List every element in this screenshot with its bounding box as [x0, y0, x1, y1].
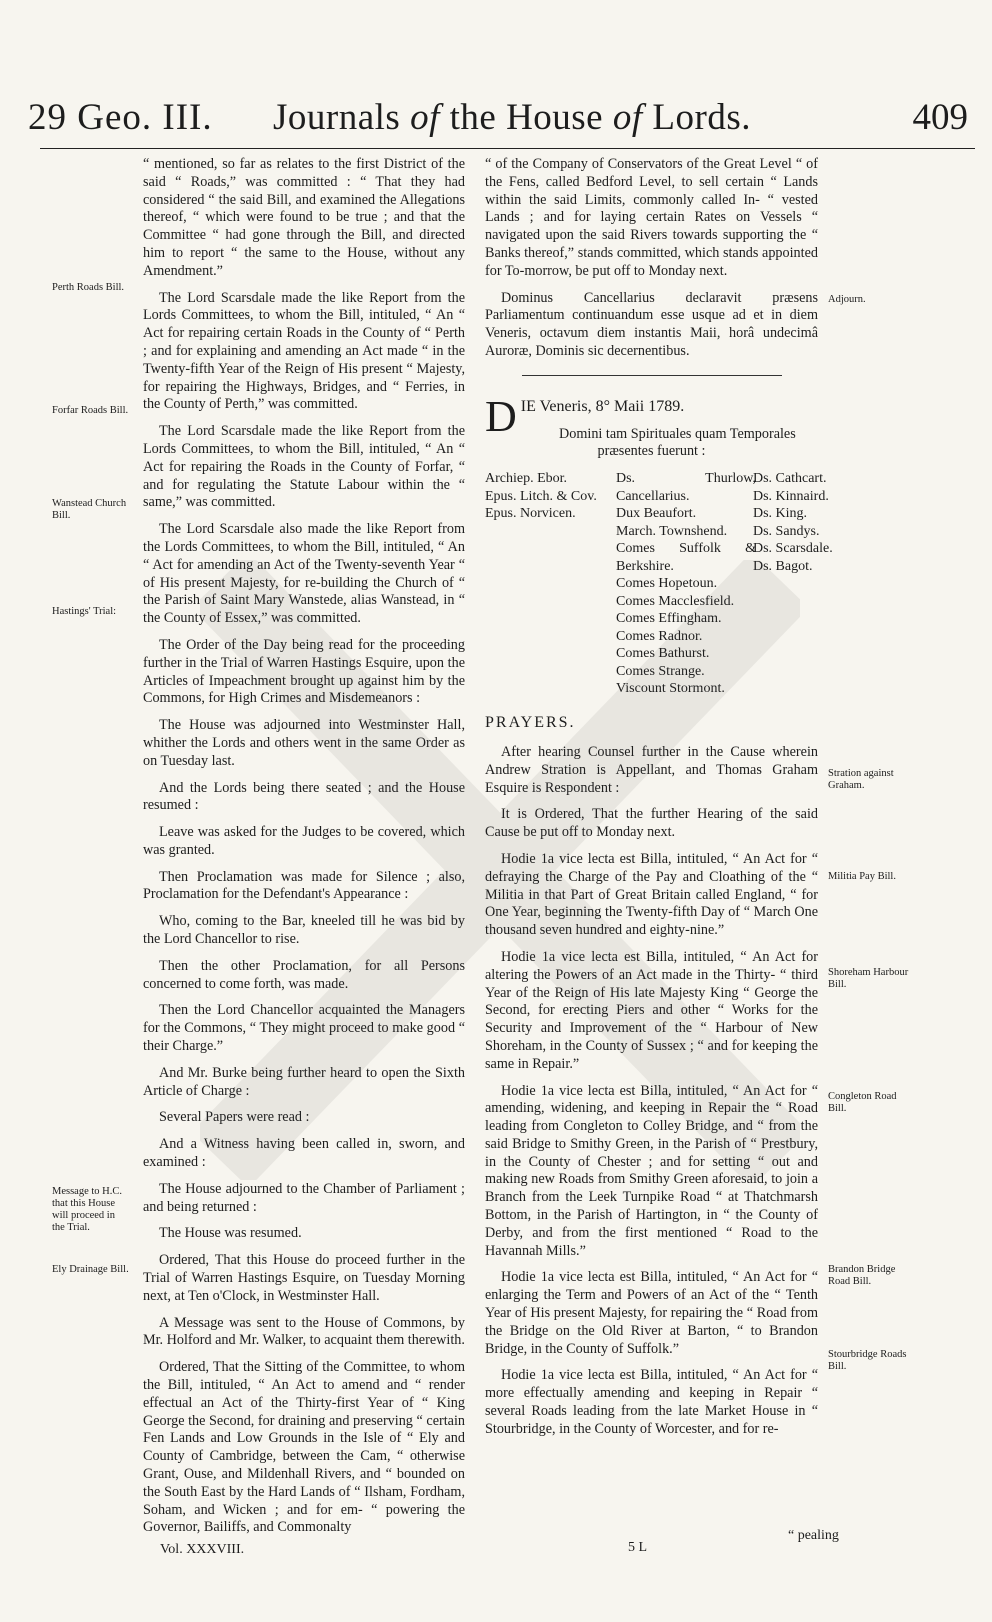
- lord-entry: Comes Macclesfield.: [616, 593, 735, 609]
- lord-entry: Comes Strange.: [616, 663, 705, 679]
- paragraph: Ordered, That the Sitting of the Committee, to whom the Bill, intituled, “ An Act to amend and “ render effectual an Act of the Thirty-first Year of “ King George the Second, for draining and preserving “ certain Fen Lands and Low Grounds in the Isle of “ Ely and County of Cambridge, between the Cam, “ otherwise Grant, Ouse, and Mildenhall Rivers, and “ bounded on the South East by the Hard Lands of “ Ilsham, Fordham, Soham, and Wicken ; and for em- “ powering the Governor, Bailiffs, and Commonalty: [143, 1359, 465, 1536]
- journal-title: [273, 96, 751, 139]
- lord-entry: Epus. Norvicen.: [485, 506, 576, 522]
- paragraph: Hodie 1a vice lecta est Billa, intituled, “ An Act for “ enlarging the Term and Powers of an Act of the “ Tenth Year of His present Majesty, for repairing the “ Road from the Bridge on the Old River at Barton, “ to Brandon Bridge, in the County of Suffolk.”: [485, 1269, 818, 1357]
- attendance-heading: Domini tam Spirituales quam Temporales præsentes fuerunt :: [559, 425, 796, 460]
- paragraph: The House was resumed.: [159, 1225, 302, 1242]
- title-part: of: [410, 97, 440, 138]
- lord-entry: Viscount Stormont.: [616, 681, 725, 697]
- lord-entry: Archiep. Ebor.: [485, 471, 568, 487]
- paragraph: Leave was asked for the Judges to be covered, which was granted.: [143, 824, 465, 858]
- paragraph: Hodie 1a vice lecta est Billa, intituled, “ An Act for altering the Powers of an Act made in the Thirty- “ third Year of the Reign of His late Majesty King “ George the Second, for erecting Piers and other “ Works for the Security and Improvement of the “ Harbour of New Shoreham, in the County of Sussex ; “ and for keeping the same in Repair.”: [485, 948, 818, 1072]
- lord-entry: Comes Bathurst.: [616, 646, 710, 662]
- paragraph: The Lord Scarsdale made the like Report from the Lords Committees, to whom the Bill, intituled, “ An “ Act for repairing certain Roads in the County of “ Perth ; and for explaining and amending an Act made “ in the Twenty-fifth Year of the Reign of His present “ Majesty, for repairing the Highways, Bridges, and “ Ferries, in the County of Perth,” was committed.: [143, 289, 465, 413]
- lords-spiritual: [485, 470, 605, 523]
- header-rule: [40, 148, 975, 149]
- lord-entry: Comes Hopetoun.: [616, 576, 718, 592]
- paragraph: Ordered, That this House do proceed further in the Trial of Warren Hastings Esquire, on Tuesday Morning next, at Ten o'Clock, in Westminster Hall.: [143, 1252, 465, 1304]
- lord-entry: Ds. Thurlow, Cancellarius.: [616, 471, 756, 504]
- paragraph: A Message was sent to the House of Commons, by Mr. Holford and Mr. Walker, to acquaint them therewith.: [143, 1314, 465, 1349]
- page-number: 409: [912, 97, 968, 138]
- paragraph: Several Papers were read :: [159, 1109, 310, 1126]
- lord-entry: Dux Beaufort.: [616, 506, 697, 522]
- paragraph: Who, coming to the Bar, kneeled till he was bid by the Lord Chancellor to rise.: [143, 913, 465, 948]
- page-header: [28, 96, 968, 156]
- attendance-list: [485, 470, 833, 704]
- title-part: House: [506, 97, 613, 138]
- margin-note-shoreham: Shoreham Harbour Bill.: [828, 967, 909, 990]
- lords-temporal-1: [616, 470, 756, 698]
- signature-mark: 5 L: [628, 1540, 648, 1555]
- volume-label: Vol. XXXVIII.: [160, 1542, 245, 1557]
- title-part: Lords.: [642, 97, 751, 138]
- title-part: the: [439, 97, 507, 138]
- lord-entry: Ds. Scarsdale.: [753, 541, 833, 557]
- lord-entry: Ds. Sandys.: [753, 523, 820, 539]
- paragraph: “ mentioned, so far as relates to the first District of the said “ Roads,” was committed : “ That they had considered “ the said Bill, and examined the Allegations thereof, “ which were found to be true ; and that the Committee “ had gone through the Bill, and directed him to report “ the same to the House, without any Amendment.”: [143, 156, 465, 279]
- title-part: Journals: [273, 97, 411, 138]
- left-column: [143, 156, 465, 1546]
- margin-note-stration: Stration against Graham.: [828, 768, 894, 791]
- paragraph: It is Ordered, That the further Hearing of the said Cause be put off to Monday next.: [485, 806, 818, 841]
- prayers-heading: PRAYERS.: [485, 714, 576, 732]
- lord-entry: Comes Radnor.: [616, 628, 703, 644]
- catchword: “ pealing: [788, 1528, 839, 1543]
- paragraph: The Order of the Day being read for the proceeding further in the Trial of Warren Hastings Esquire, upon the Articles of Impeachment brought up against him by the Commons, for High Crimes and Misdemeanors :: [143, 636, 465, 707]
- paragraph: “ of the Company of Conservators of the Great Level “ of the Fens, called Bedford Level, to sell certain “ Lands within the said Limits, commonly called In- “ vested Lands ; and for laying certain Rates on Vessels “ navigated upon the said Rivers towards supporting the “ Banks thereof,” stands committed, which stands appointed for To-morrow, be put off to Monday next.: [485, 156, 818, 279]
- lord-entry: Comes Effingham.: [616, 611, 722, 627]
- margin-note-militia: Militia Pay Bill.: [828, 871, 896, 882]
- lords-temporal-2: [753, 470, 833, 575]
- paragraph: Hodie 1a vice lecta est Billa, intituled, “ An Act for “ defraying the Charge of the Pay and Cloathing of the “ Militia in that Part of Great Britain called England, “ for One Year, beginning the Twenty-fifth Day of “ March One thousand seven hundred and eighty-nine.”: [485, 850, 818, 939]
- lord-entry: Ds. Bagot.: [753, 558, 813, 574]
- paragraph: Then Proclamation was made for Silence ; also, Proclamation for the Defendant's Appearance :: [143, 868, 465, 903]
- sitting-date: [485, 391, 818, 441]
- lord-entry: Comes Suffolk & Berkshire.: [616, 541, 756, 574]
- paragraph: And the Lords being there seated ; and the House resumed :: [143, 779, 465, 814]
- section-divider: [522, 375, 782, 376]
- paragraph: Dominus Cancellarius declaravit præsens Parliamentum continuandum esse usque ad et in diem Veneris, octavum diem instantis Maii, horâ undecimâ Auroræ, Dominis sic decernentibus.: [485, 289, 818, 359]
- paragraph: Hodie 1a vice lecta est Billa, intituled, “ An Act for “ amending, widening, and keeping in Repair the “ Road leading from Congleton to Colley Bridge, and “ from the said Bridge to Smithy Green, in the Parish of “ Prestbury, in the County of Chester ; and for setting “ out and making new Roads from Smithy Green aforesaid, to join a Branch from the Leek Turnpike Road “ at Thatchmarsh Bottom, in the Parish of Hartington, in “ the County of Derby, and from the first mentioned “ Road to the Havannah Mills.”: [485, 1082, 818, 1259]
- lord-entry: Ds. Kinnaird.: [753, 488, 829, 504]
- margin-note-ely: Ely Drainage Bill.: [52, 1264, 129, 1275]
- margin-note-forfar: Forfar Roads Bill.: [52, 405, 129, 416]
- paragraph: After hearing Counsel further in the Cause wherein Andrew Stration is Appellant, and Thomas Graham Esquire is Respondent :: [485, 743, 818, 796]
- paragraph: And Mr. Burke being further heard to open the Sixth Article of Charge :: [143, 1064, 465, 1099]
- paragraph: The House adjourned to the Chamber of Parliament ; and being returned :: [143, 1180, 465, 1215]
- margin-note-hastings: Hastings' Trial:: [52, 606, 117, 617]
- margin-note-congleton: Congleton Road Bill.: [828, 1091, 897, 1114]
- margin-note-adjourn: Adjourn.: [828, 294, 866, 305]
- paragraph: Then the Lord Chancellor acquainted the Managers for the Commons, “ They might proceed to make good “ their Charge.”: [143, 1002, 465, 1055]
- lord-entry: Ds. King.: [753, 506, 808, 522]
- lord-entry: Epus. Litch. & Cov.: [485, 488, 597, 504]
- margin-note-perth: Perth Roads Bill.: [52, 282, 125, 293]
- margin-note-brandon: Brandon Bridge Road Bill.: [828, 1264, 896, 1287]
- paragraph: The House was adjourned into Westminster Hall, whither the Lords and others went in the same Order as on Tuesday last.: [143, 717, 465, 769]
- title-part: of: [612, 97, 643, 138]
- margin-note-message: Message to H.C. that this House will proceed in the Trial.: [52, 1186, 122, 1233]
- paragraph: Hodie 1a vice lecta est Billa, intituled, “ An Act for “ more effectually amending and keeping in Repair “ several Roads leading from the late Market House in “ Stourbridge, in the County of Worcester, and for re-: [485, 1367, 818, 1437]
- paragraph: And a Witness having been called in, sworn, and examined :: [143, 1136, 465, 1171]
- paragraph: The Lord Scarsdale made the like Report from the Lords Committees, to whom the Bill, intituled, “ An “ Act for repairing the Roads in the County of Forfar, “ and for regulating the Statute Labour within the “ same,” was committed.: [143, 423, 465, 511]
- drop-cap: D: [485, 391, 517, 441]
- lord-entry: Ds. Cathcart.: [753, 471, 827, 487]
- margin-note-wanstead: Wanstead Church Bill.: [52, 498, 127, 521]
- paragraph: Then the other Proclamation, for all Persons concerned to come forth, was made.: [143, 957, 465, 992]
- right-column: [485, 156, 833, 1448]
- lord-entry: March. Townshend.: [616, 523, 728, 539]
- paragraph: The Lord Scarsdale also made the like Report from the Lords Committees, to whom the Bill, intituled, “ An “ Act for amending an Act of the Twenty-seventh Year “ of His present Majesty, for re-building the Church of “ the Parish of Saint Mary Wanstede, alias Wanstead, in “ the County of Essex,” was committed.: [143, 521, 465, 627]
- margin-note-stourbridge: Stourbridge Roads Bill.: [828, 1349, 907, 1372]
- date-text: IE Veneris, 8° Maii 1789.: [520, 397, 685, 415]
- regnal-year: 29 Geo. III.: [28, 97, 213, 138]
